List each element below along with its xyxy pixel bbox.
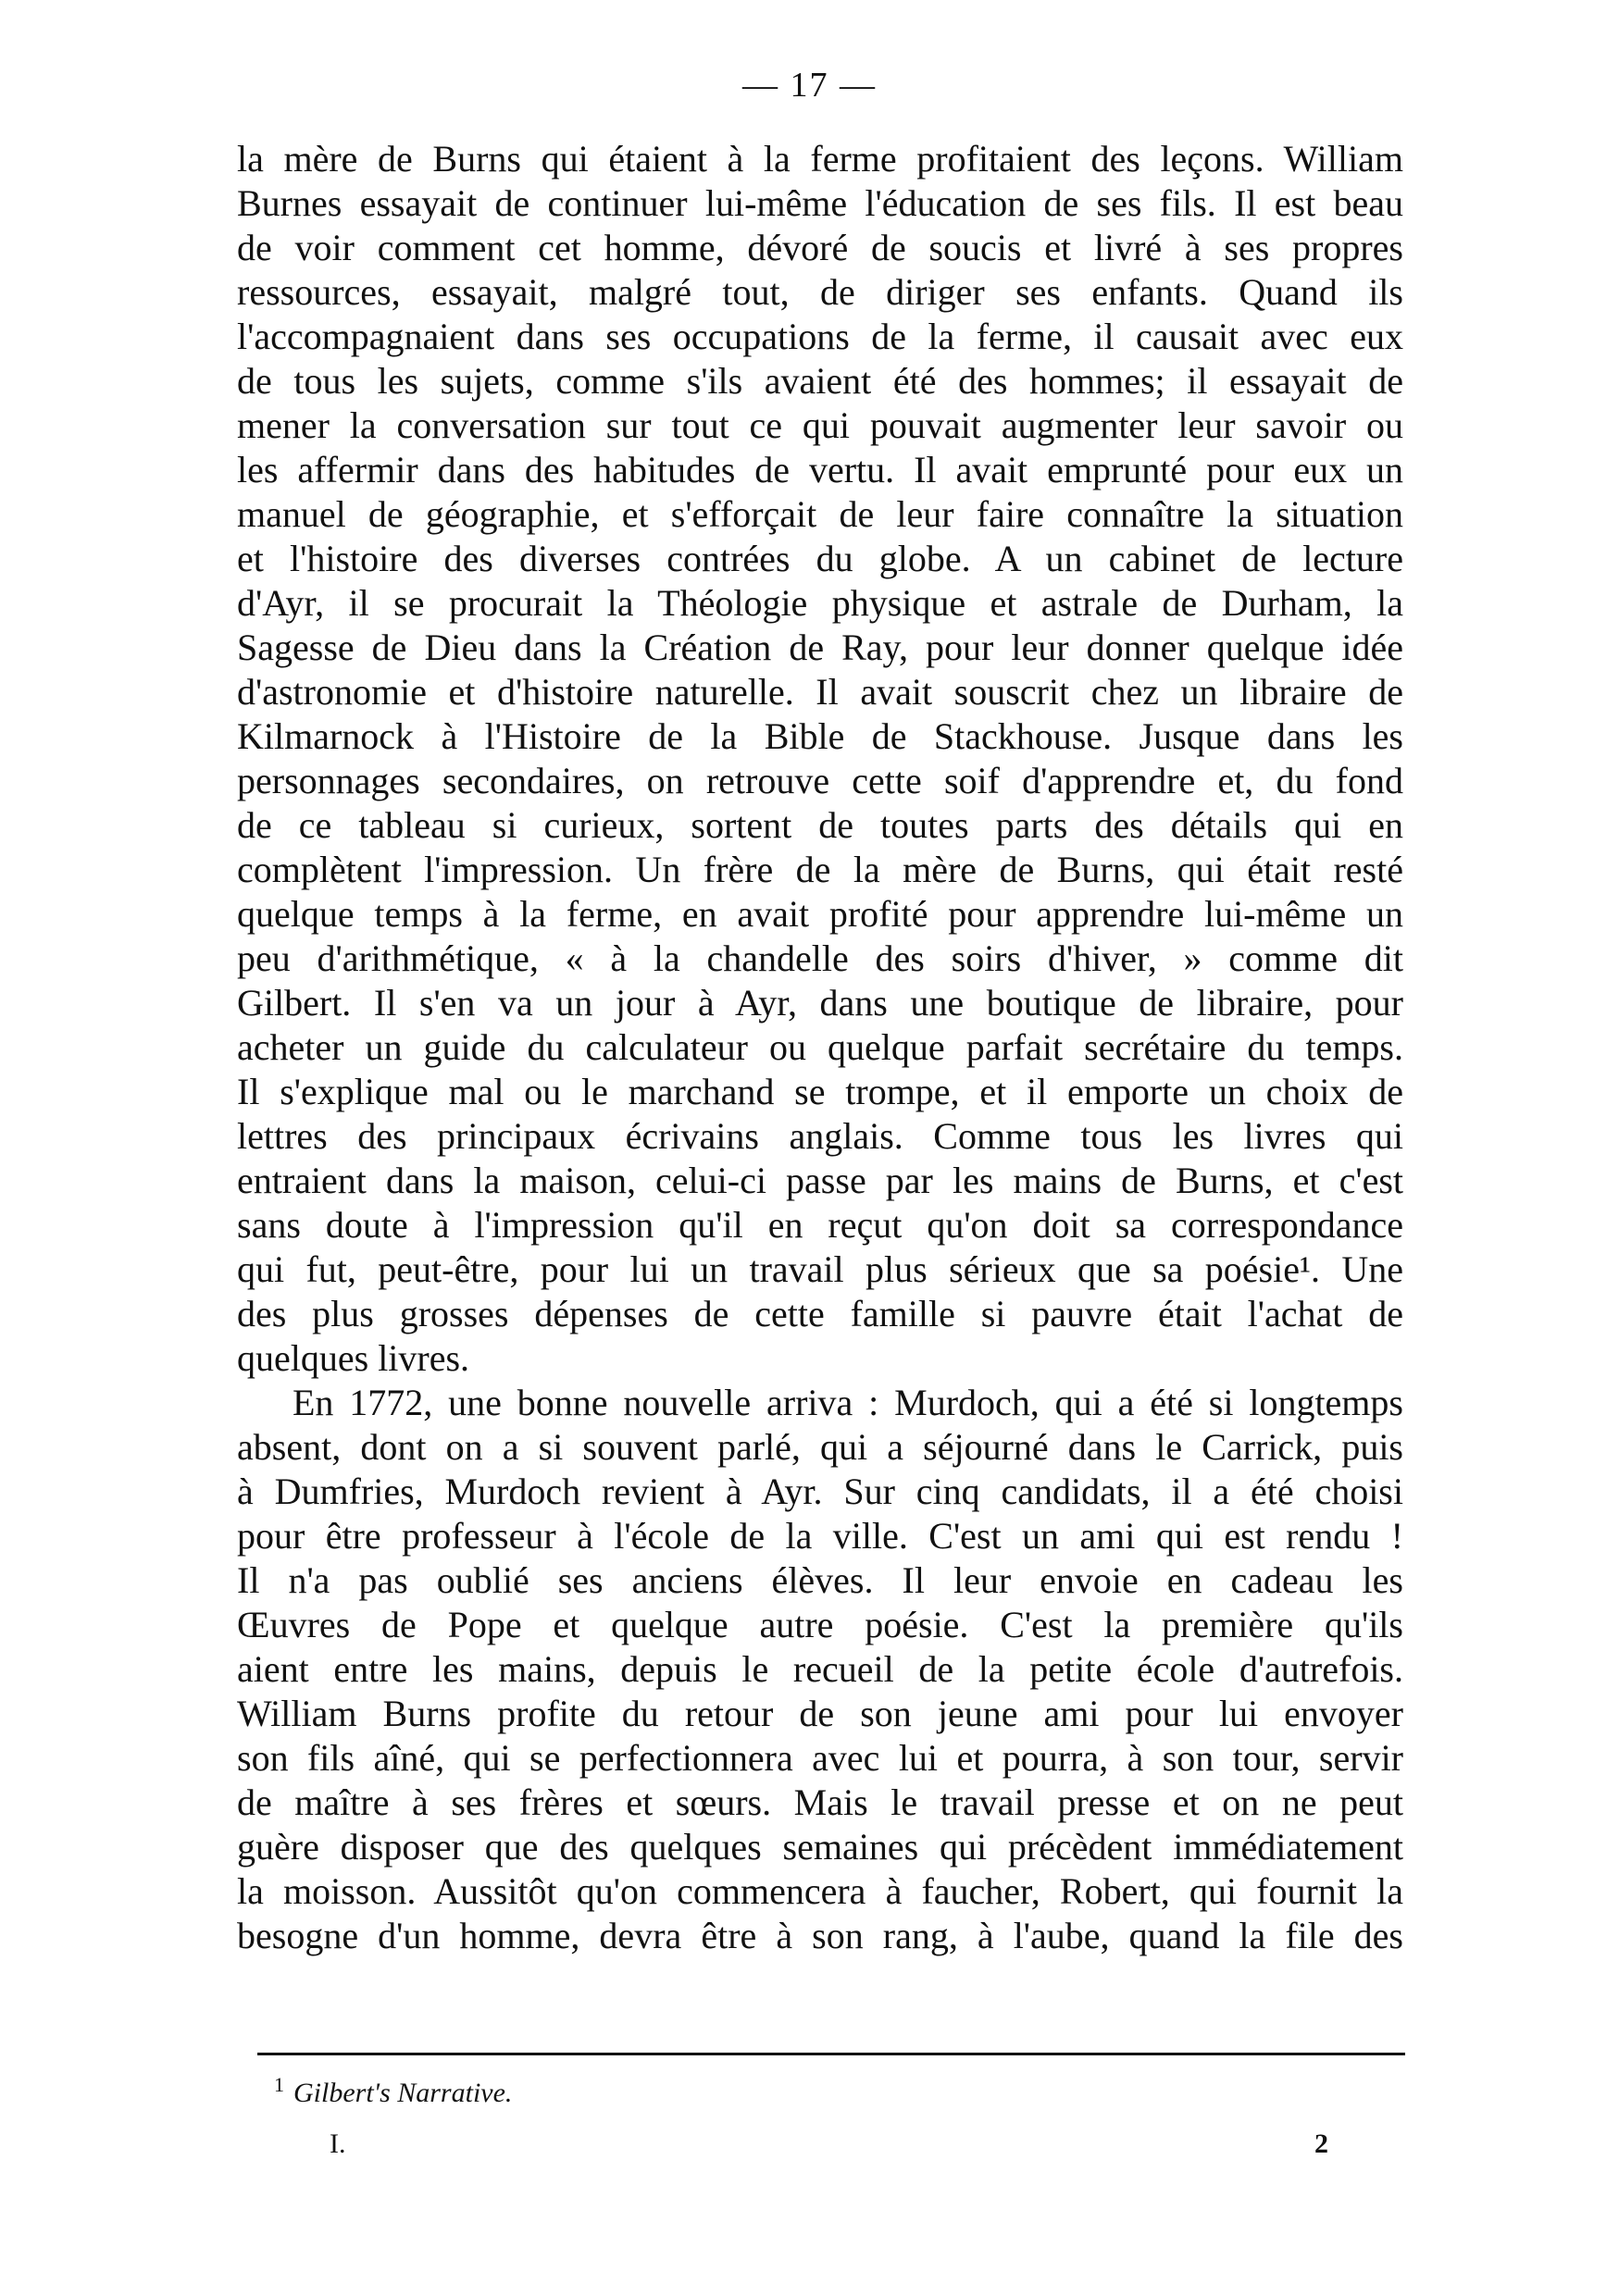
text-line: guère disposer que des quelques semaines qui précèdent immédiatement xyxy=(237,1826,1403,1868)
text-line: Il s'explique mal ou le marchand se trompe, et il emporte un choix de xyxy=(237,1071,1403,1112)
text-line: Sagesse de Dieu dans la Création de Ray, pour leur donner quelque idée xyxy=(237,627,1403,668)
text-line: la mère de Burns qui étaient à la ferme profitaient des leçons. William xyxy=(237,138,1403,180)
text-line: les affermir dans des habitudes de vertu. Il avait emprunté pour eux un xyxy=(237,449,1403,490)
body-text xyxy=(237,137,1403,1958)
text-line: à Dumfries, Murdoch revient à Ayr. Sur cinq candidats, il a été choisi xyxy=(237,1471,1403,1512)
text-line: Kilmarnock à l'Histoire de la Bible de Stackhouse. Jusque dans les xyxy=(237,715,1403,757)
text-line: la moisson. Aussitôt qu'on commencera à faucher, Robert, qui fournit la xyxy=(237,1870,1403,1912)
footnote-marker: 1 xyxy=(274,2073,284,2096)
text-line: Il n'a pas oublié ses anciens élèves. Il leur envoie en cadeau les xyxy=(237,1559,1403,1601)
text-line: mener la conversation sur tout ce qui pouvait augmenter leur savoir ou xyxy=(237,404,1403,446)
text-line: quelque temps à la ferme, en avait profité pour apprendre lui-même un xyxy=(237,893,1403,935)
text-line: entraient dans la maison, celui-ci passe par les mains de Burns, et c'est xyxy=(237,1160,1403,1201)
text-line: qui fut, peut-être, pour lui un travail plus sérieux que sa poésie¹. Une xyxy=(237,1248,1403,1290)
text-line: de tous les sujets, comme s'ils avaient été des hommes; il essayait de xyxy=(237,360,1403,402)
signature-mark-right: 2 xyxy=(1314,2128,1328,2159)
text-line: aient entre les mains, depuis le recueil de la petite école d'autrefois. xyxy=(237,1648,1403,1690)
text-line: des plus grosses dépenses de cette famille si pauvre était l'achat de xyxy=(237,1293,1403,1334)
signature-mark-left: I. xyxy=(330,2128,346,2159)
text-line: et l'histoire des diverses contrées du globe. A un cabinet de lecture xyxy=(237,538,1403,579)
text-line: de ce tableau si curieux, sortent de toutes parts des détails qui en xyxy=(237,804,1403,846)
text-line: sans doute à l'impression qu'il en reçut qu'on doit sa correspondance xyxy=(237,1204,1403,1246)
text-line: de maître à ses frères et sœurs. Mais le travail presse et on ne peut xyxy=(237,1781,1403,1823)
text-line: besogne d'un homme, devra être à son rang, à l'aube, quand la file des xyxy=(237,1915,1403,1956)
footnote-divider xyxy=(257,2053,1405,2055)
text-line: d'Ayr, il se procurait la Théologie physique et astrale de Durham, la xyxy=(237,582,1403,624)
text-line: l'accompagnaient dans ses occupations de la ferme, il causait avec eux xyxy=(237,316,1403,357)
footnote-text: Gilbert's Narrative. xyxy=(293,2078,513,2108)
text-line: de voir comment cet homme, dévoré de soucis et livré à ses propres xyxy=(237,227,1403,268)
text-line: pour être professeur à l'école de la ville. C'est un ami qui est rendu ! xyxy=(237,1515,1403,1557)
text-line: quelques livres. xyxy=(237,1337,470,1379)
text-line: personnages secondaires, on retrouve cette soif d'apprendre et, du fond xyxy=(237,760,1403,801)
text-line: complètent l'impression. Un frère de la mère de Burns, qui était resté xyxy=(237,849,1403,890)
text-line: William Burns profite du retour de son jeune ami pour lui envoyer xyxy=(237,1693,1403,1734)
text-line: Gilbert. Il s'en va un jour à Ayr, dans une boutique de libraire, pour xyxy=(237,982,1403,1024)
text-line: En 1772, une bonne nouvelle arriva : Murdoch, qui a été si longtemps xyxy=(293,1382,1403,1423)
text-line: Œuvres de Pope et quelque autre poésie. C'est la première qu'ils xyxy=(237,1604,1403,1645)
footnote xyxy=(274,2073,512,2109)
page-number: — 17 — xyxy=(742,66,877,105)
text-line: acheter un guide du calculateur ou quelque parfait secrétaire du temps. xyxy=(237,1026,1403,1068)
text-line: peu d'arithmétique, « à la chandelle des soirs d'hiver, » comme dit xyxy=(237,937,1403,979)
text-line: absent, dont on a si souvent parlé, qui a séjourné dans le Carrick, puis xyxy=(237,1426,1403,1468)
text-line: lettres des principaux écrivains anglais. Comme tous les livres qui xyxy=(237,1115,1403,1157)
text-line: Burnes essayait de continuer lui-même l'éducation de ses fils. Il est beau xyxy=(237,182,1403,224)
text-line: ressources, essayait, malgré tout, de diriger ses enfants. Quand ils xyxy=(237,271,1403,313)
text-line: manuel de géographie, et s'efforçait de leur faire connaître la situation xyxy=(237,493,1403,535)
text-line: son fils aîné, qui se perfectionnera avec lui et pourra, à son tour, servir xyxy=(237,1737,1403,1779)
text-line: d'astronomie et d'histoire naturelle. Il avait souscrit chez un libraire de xyxy=(237,671,1403,713)
